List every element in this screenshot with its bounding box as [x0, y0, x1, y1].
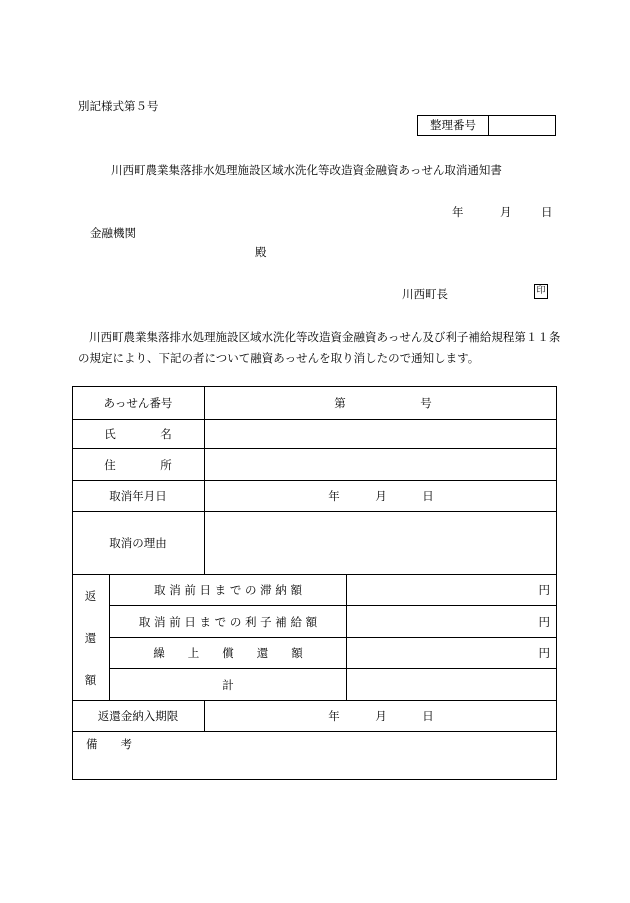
seal-mark: 印	[534, 284, 548, 299]
name-field[interactable]	[205, 420, 556, 448]
document-title: 川西町農業集落排水処理施設区域水洗化等改造資金融資あっせん取消通知書	[111, 163, 502, 177]
refund-side-char-1: 返	[84, 589, 97, 603]
refund-row-early-repayment-unit: 円	[538, 646, 550, 660]
issue-date-month: 月	[500, 205, 512, 219]
address-label-2: 所	[160, 457, 172, 472]
assen-number-label: あっせん番号	[103, 395, 173, 410]
issuer-name: 川西町長	[402, 287, 448, 301]
seiri-number-box	[417, 115, 556, 136]
deadline-label: 返還金納入期限	[97, 709, 179, 723]
seiri-number-label: 整理番号	[418, 116, 489, 135]
name-label-1: 氏	[104, 427, 116, 441]
name-label-2: 名	[160, 427, 172, 441]
deadline-day: 日	[422, 709, 434, 723]
refund-row-total-label: 計	[222, 677, 234, 692]
refund-side-char-2: 還	[84, 631, 97, 645]
cancel-reason-label: 取消の理由	[109, 536, 167, 550]
refund-row-subsidy-label: 取 消 前 日 ま で の 利 子 補 給 額	[138, 614, 318, 629]
refund-row-early-repayment-label: 繰 上 償 還 額	[153, 646, 303, 660]
recipient-honorific: 殿	[255, 245, 267, 259]
remarks-label: 備 考	[86, 737, 132, 751]
assen-number-go: 号	[420, 395, 432, 410]
body-text-line-1: 川西町農業集落排水処理施設区域水洗化等改造資金融資あっせん及び利子補給規程第１１条	[89, 330, 561, 344]
assen-number-dai: 第	[334, 395, 346, 410]
body-text-line-2: の規定により、下記の者について融資あっせんを取り消したので通知します。	[78, 351, 480, 365]
issue-date-day: 日	[541, 205, 553, 219]
cancel-date-day: 日	[422, 489, 434, 503]
refund-row-delinquent-unit: 円	[538, 583, 550, 597]
deadline-year: 年	[328, 709, 340, 723]
refund-side-char-3: 額	[84, 672, 97, 687]
form-table	[72, 386, 557, 780]
issue-date-year: 年	[452, 205, 464, 219]
cancel-date-year: 年	[328, 489, 340, 503]
cancel-date-label: 取消年月日	[109, 489, 167, 503]
seiri-number-value[interactable]	[489, 116, 555, 135]
address-field[interactable]	[205, 449, 556, 480]
cancel-reason-field[interactable]	[205, 512, 556, 574]
refund-row-total-value[interactable]	[347, 669, 556, 700]
recipient-bank: 金融機関	[90, 226, 136, 240]
refund-row-subsidy-unit: 円	[538, 614, 550, 629]
deadline-month: 月	[375, 709, 387, 723]
form-number: 別記様式第５号	[78, 99, 159, 113]
refund-row-delinquent-label: 取 消 前 日 ま で の 滞 納 額	[154, 583, 302, 597]
address-label-1: 住	[104, 457, 116, 472]
cancel-date-month: 月	[375, 489, 387, 503]
